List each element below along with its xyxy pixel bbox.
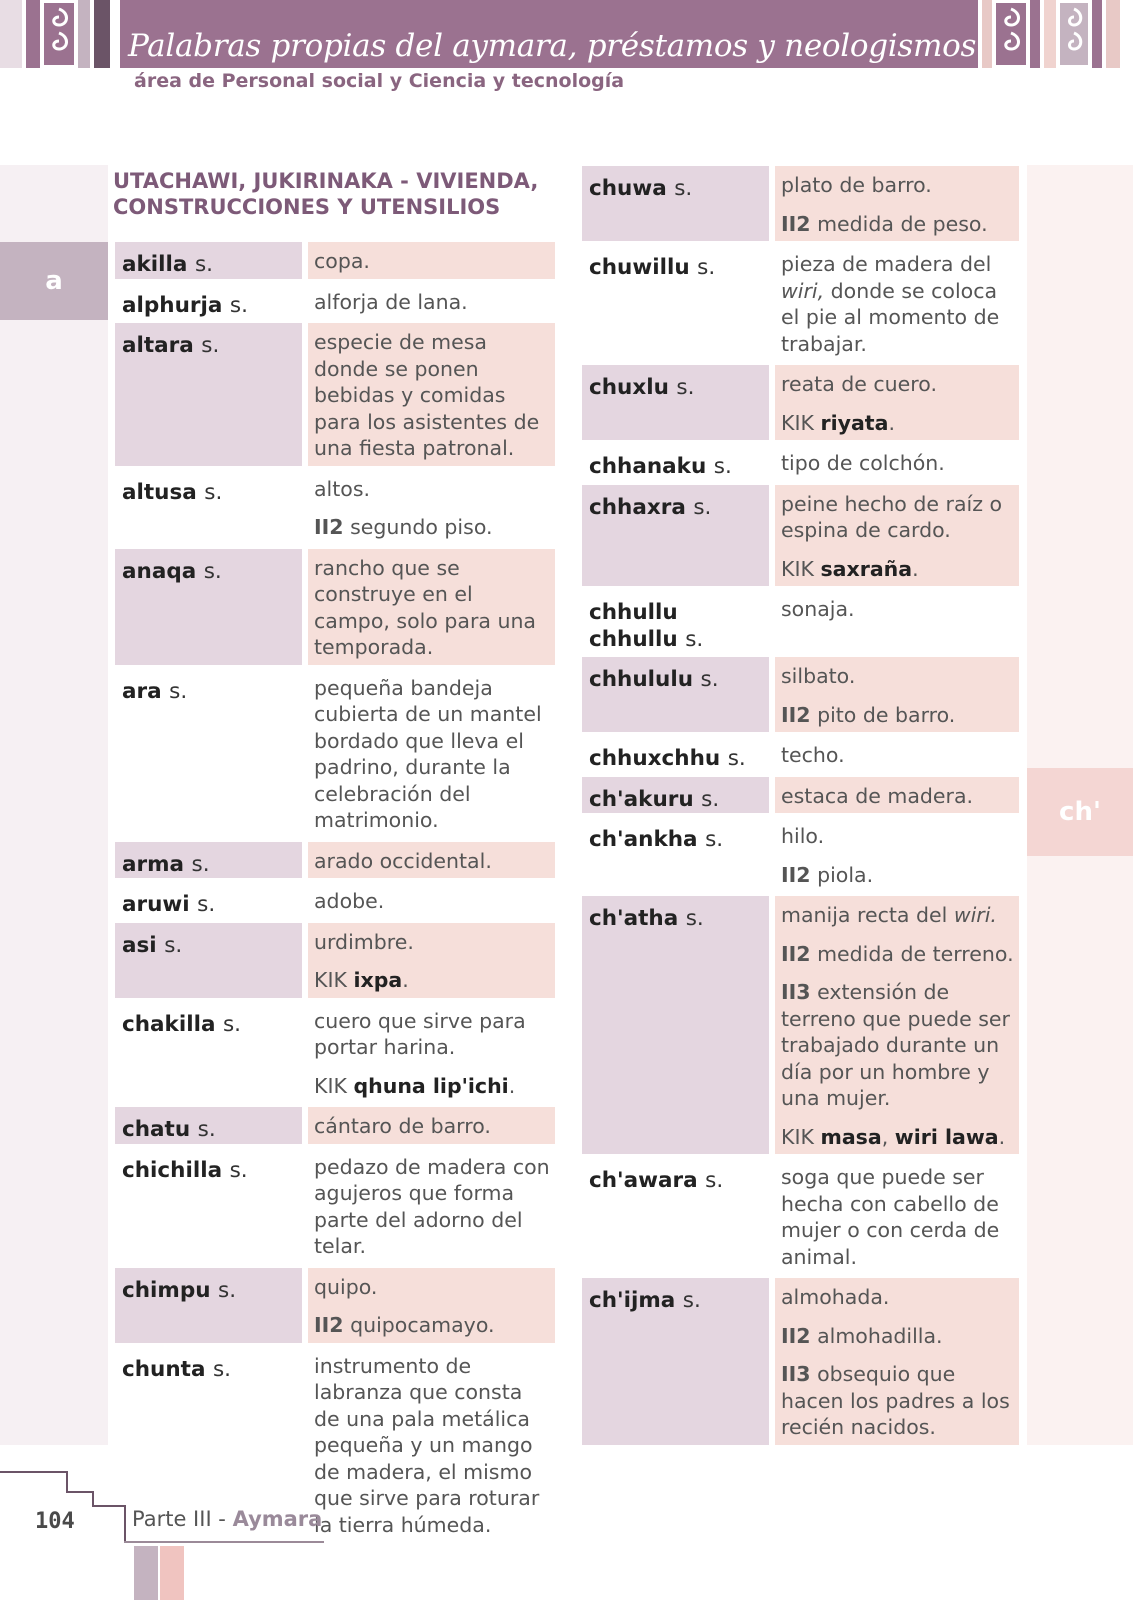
definition-text: urdimbre. <box>314 929 414 954</box>
definition-text: almohadilla. <box>817 1323 943 1348</box>
entry-definitions <box>308 882 555 919</box>
entry-pos: s. <box>164 932 183 958</box>
header-stripe-right-5 <box>1106 0 1120 68</box>
entry-definitions <box>308 923 555 998</box>
definition-text: pieza de madera del <box>781 252 992 276</box>
entry-term <box>582 1278 769 1445</box>
sense-number: II3 <box>781 980 811 1004</box>
entry-pos: s. <box>194 252 213 277</box>
entry-definition <box>314 329 550 462</box>
footer-step-line-1 <box>0 1471 68 1473</box>
dictionary-column-left <box>115 242 555 1546</box>
footer-language: Aymara <box>232 1507 323 1531</box>
entry-pos: s. <box>682 1288 701 1313</box>
entry-definition <box>314 1113 550 1140</box>
sense-number: II2 <box>781 211 811 236</box>
italic-term: wiri, <box>781 278 825 303</box>
entry-definition <box>781 742 1014 769</box>
entry-term <box>582 365 769 440</box>
entry-term <box>582 777 769 814</box>
definition-text-continued: donde se coloca el pie al momento de trabajar. <box>781 278 1000 356</box>
entry-definitions <box>308 669 555 838</box>
dictionary-entry <box>115 549 555 665</box>
section-title: UTACHAWI, JUKIRINAKA - VIVIENDA, CONSTRUCCIONES Y UTENSILIOS <box>113 169 539 219</box>
definition-text: techo. <box>781 743 845 767</box>
entry-term <box>115 882 302 919</box>
entry-term <box>582 245 769 361</box>
entry-word: ch'ankha <box>589 827 698 852</box>
entry-definition <box>314 555 550 661</box>
entry-definitions <box>775 365 1019 440</box>
entry-definition <box>781 783 1014 810</box>
entry-definitions <box>775 166 1019 241</box>
left-margin-panel <box>0 165 108 1445</box>
entry-definition <box>781 491 1014 544</box>
entry-definition <box>781 823 1014 850</box>
definition-text: cántaro de barro. <box>314 1114 491 1138</box>
entry-definitions <box>775 1278 1019 1445</box>
entry-pos: s. <box>229 1157 248 1183</box>
footer-part-label <box>132 1507 322 1531</box>
entry-term <box>582 657 769 732</box>
definition-text: cuero que sirve para portar harina. <box>314 1008 526 1059</box>
dictionary-entry <box>582 657 1019 732</box>
definition-text: estaca de madera. <box>781 783 974 808</box>
entry-word: asi <box>122 932 157 958</box>
definition-text: alforja de lana. <box>314 289 468 314</box>
entry-definitions <box>308 323 555 466</box>
entry-definitions <box>775 657 1019 732</box>
entry-definitions <box>308 549 555 665</box>
dictionary-entry <box>115 669 555 838</box>
footer-part: Parte III - <box>132 1507 233 1531</box>
entry-definition <box>781 1164 1014 1270</box>
definition-text: quipocamayo. <box>350 1313 495 1337</box>
entry-term <box>582 736 769 773</box>
entry-definition <box>781 1323 1014 1350</box>
entry-pos: s. <box>229 292 248 318</box>
sense-number: II2 <box>314 1313 344 1337</box>
entry-pos: s. <box>222 1011 242 1037</box>
entry-definition <box>314 476 550 503</box>
entry-definition <box>781 211 1014 238</box>
dictionary-entry <box>582 1158 1019 1274</box>
dictionary-entry <box>582 166 1019 241</box>
kik-marker: KIK <box>781 410 814 435</box>
entry-pos: s. <box>218 1277 237 1303</box>
entry-definitions <box>308 1268 555 1343</box>
entry-term <box>582 896 769 1154</box>
definition-text: soga que puede ser hecha con cabello de mujer o con cerda de animal. <box>781 1165 1000 1269</box>
entry-term <box>582 444 769 481</box>
entry-word: chuxlu <box>589 375 669 400</box>
punctuation: . <box>402 968 409 992</box>
entry-definitions <box>775 245 1019 361</box>
entry-pos: s. <box>674 176 693 201</box>
dictionary-entry <box>582 1278 1019 1445</box>
entry-definitions <box>775 444 1019 481</box>
dictionary-entry <box>115 1107 555 1144</box>
definition-text: peine hecho de raíz o espina de cardo. <box>781 491 1003 542</box>
entry-pos: s. <box>201 333 220 358</box>
entry-term <box>115 1107 302 1144</box>
equivalent-word: ixpa <box>353 968 403 992</box>
swirl-ornament-right-2-icon <box>1060 3 1088 65</box>
footer-step-line-6 <box>124 1505 126 1543</box>
entry-pos: s. <box>676 375 695 400</box>
entry-definition <box>314 514 550 541</box>
entry-definitions <box>308 1347 555 1543</box>
definition-text: hilo. <box>781 824 825 848</box>
dictionary-entry <box>115 882 555 919</box>
entry-word: chhaxra <box>589 494 686 520</box>
footer-block-2 <box>160 1546 184 1600</box>
entry-word: chunta <box>122 1356 206 1382</box>
entry-word: altusa <box>122 479 197 505</box>
entry-pos: s. <box>204 479 223 505</box>
entry-word: chichilla <box>122 1157 223 1183</box>
entry-definitions <box>775 590 1019 653</box>
entry-term <box>115 549 302 665</box>
header-stripe-left-4 <box>94 0 110 68</box>
entry-definitions <box>775 896 1019 1154</box>
entry-definition <box>314 929 550 956</box>
dictionary-entry <box>582 777 1019 814</box>
entry-term <box>582 1158 769 1274</box>
entry-pos: s. <box>701 786 720 812</box>
sense-number: II2 <box>781 1323 811 1348</box>
entry-pos: s. <box>713 454 732 479</box>
entry-definitions <box>308 283 555 320</box>
entry-pos: s. <box>685 906 704 931</box>
page-number: 104 <box>35 1509 75 1534</box>
equivalent-word-2: wiri lawa <box>894 1124 999 1149</box>
entry-word: ch'awara <box>589 1168 698 1193</box>
entry-term <box>115 283 302 320</box>
kik-marker: KIK <box>781 1124 814 1149</box>
entry-word: altara <box>122 333 194 358</box>
entry-definitions <box>308 1107 555 1144</box>
entry-word: ch'akuru <box>589 786 694 812</box>
sense-number: II3 <box>781 1362 811 1386</box>
entry-definitions <box>775 1158 1019 1274</box>
definition-text: plato de barro. <box>781 173 932 197</box>
entry-definition <box>314 1008 550 1061</box>
entry-definition <box>781 410 1014 437</box>
definition-text: pequeña bandeja cubierta de un mantel bordado que lleva el padrino, durante la celebración del matrimonio. <box>314 675 542 832</box>
entry-pos: s. <box>693 494 712 520</box>
entry-term <box>115 1268 302 1343</box>
definition-text: manija recta del <box>781 903 948 927</box>
entry-word: akilla <box>122 252 188 277</box>
punctuation: . <box>998 1124 1006 1149</box>
entry-definition <box>781 941 1014 968</box>
dictionary-entry <box>115 323 555 466</box>
dictionary-column-right <box>582 166 1019 1449</box>
swirl-ornament-right-icon <box>996 3 1026 65</box>
dictionary-entry <box>582 485 1019 587</box>
definition-text: tipo de colchón. <box>781 451 945 475</box>
entry-definition <box>314 1073 550 1100</box>
definition-text: medida de peso. <box>817 211 988 236</box>
entry-word: arma <box>122 851 185 877</box>
definition-text: altos. <box>314 476 371 501</box>
dictionary-entry <box>582 365 1019 440</box>
entry-word: chuwillu <box>589 255 690 280</box>
dictionary-entry <box>115 1268 555 1343</box>
entry-definition <box>781 596 1014 623</box>
footer-block-1 <box>134 1546 158 1600</box>
entry-pos: s. <box>169 678 188 704</box>
entry-definitions <box>775 817 1019 892</box>
equivalent-word: saxraña <box>820 556 913 581</box>
entry-definition <box>781 902 1014 929</box>
entry-pos: s. <box>685 627 704 652</box>
dictionary-entry <box>115 1002 555 1104</box>
entry-word: ara <box>122 678 162 704</box>
entry-definition <box>781 1124 1014 1151</box>
entry-term <box>115 242 302 279</box>
entry-pos: s. <box>700 667 719 692</box>
definition-text: instrumento de labranza que consta de una pala metálica pequeña y un mango de madera, el mismo que sirve para roturar la tierra húmeda. <box>314 1353 540 1537</box>
footer-step-line-7 <box>124 1541 324 1543</box>
entry-term <box>582 590 769 653</box>
dictionary-entry <box>115 1148 555 1264</box>
kik-marker: KIK <box>314 968 347 992</box>
dictionary-entry <box>582 736 1019 773</box>
entry-definitions <box>308 1148 555 1264</box>
entry-pos: s. <box>705 827 724 852</box>
entry-definition <box>781 702 1014 729</box>
header-stripe-right-3 <box>1044 0 1056 68</box>
definition-text: piola. <box>817 862 874 887</box>
entry-definition <box>781 172 1014 199</box>
entry-definition <box>314 1274 550 1301</box>
entry-definition <box>781 371 1014 398</box>
footer-step-line-2 <box>66 1471 68 1493</box>
entry-term <box>115 669 302 838</box>
separator: , <box>881 1124 895 1149</box>
entry-word: ch'atha <box>589 906 679 931</box>
entry-word: chhuxchhu <box>589 746 721 771</box>
sense-number: II2 <box>781 862 811 887</box>
entry-word: chhanaku <box>589 454 707 479</box>
entry-term <box>115 842 302 879</box>
entry-definition <box>781 251 1014 357</box>
dictionary-entry <box>115 470 555 545</box>
page-title: Palabras propias del aymara, préstamos y neologismos <box>128 28 977 64</box>
equivalent-word: masa <box>820 1124 882 1149</box>
definition-text: reata de cuero. <box>781 372 937 396</box>
dictionary-entry <box>115 242 555 279</box>
definition-text: segundo piso. <box>350 515 493 539</box>
entry-term <box>582 817 769 892</box>
entry-definition <box>314 967 550 994</box>
sense-number: II2 <box>781 702 811 727</box>
entry-definition <box>314 248 550 275</box>
dictionary-entry <box>582 444 1019 481</box>
entry-definitions <box>308 470 555 545</box>
kik-marker: KIK <box>314 1073 347 1098</box>
definition-text: arado occidental. <box>314 848 492 873</box>
entry-pos: s. <box>705 1168 724 1193</box>
definition-text: rancho que se construye en el campo, solo para una temporada. <box>314 555 536 659</box>
dictionary-entry <box>582 817 1019 892</box>
equivalent-word: riyata <box>820 410 889 435</box>
header-stripe-right-2 <box>1030 0 1040 68</box>
entry-pos: s. <box>197 892 216 917</box>
letter-tab-a: a <box>0 242 108 320</box>
entry-term <box>582 166 769 241</box>
header-stripe-left-3 <box>78 0 90 68</box>
header-stripe-right-4 <box>1092 0 1102 68</box>
entry-definition <box>781 1361 1014 1441</box>
header-stripe-left-1 <box>0 0 22 68</box>
definition-text: adobe. <box>314 889 385 913</box>
definition-text: obsequio que hacen los padres a los recién nacidos. <box>781 1362 1010 1439</box>
header-stripe-left-2 <box>26 0 40 68</box>
entry-definition <box>781 663 1014 690</box>
definition-text: pito de barro. <box>817 702 956 727</box>
dictionary-entry <box>582 590 1019 653</box>
entry-definitions <box>308 1002 555 1104</box>
entry-definition <box>314 1353 550 1539</box>
entry-pos: s. <box>203 558 222 584</box>
entry-definitions <box>308 842 555 879</box>
entry-definitions <box>308 242 555 279</box>
swirl-ornament-icon <box>44 3 74 65</box>
punctuation: . <box>912 556 919 581</box>
entry-term <box>115 1002 302 1104</box>
entry-word: chakilla <box>122 1011 216 1037</box>
entry-pos: s. <box>212 1356 231 1382</box>
entry-definition <box>314 675 550 834</box>
definition-text: extensión de terreno que puede ser trabajado durante un día por un hombre y una mujer. <box>781 980 1010 1110</box>
entry-pos: s. <box>191 851 210 877</box>
dictionary-entry <box>582 245 1019 361</box>
entry-term <box>115 1148 302 1264</box>
entry-pos: s. <box>697 255 716 280</box>
entry-term <box>582 485 769 587</box>
entry-word: chuwa <box>589 176 667 201</box>
definition-text: especie de mesa donde se ponen bebidas y comidas para los asistentes de una fiesta patronal. <box>314 330 540 460</box>
entry-definitions <box>775 485 1019 587</box>
entry-definitions <box>775 736 1019 773</box>
footer-step-line-5 <box>92 1505 126 1507</box>
dictionary-entry <box>115 923 555 998</box>
entry-word: ch'ijma <box>589 1288 676 1313</box>
entry-definition <box>781 1284 1014 1311</box>
entry-definition <box>781 450 1014 477</box>
footer-step-line-3 <box>66 1491 94 1493</box>
entry-pos: s. <box>727 746 746 771</box>
entry-word: chimpu <box>122 1277 211 1303</box>
punctuation: . <box>508 1073 516 1098</box>
entry-definition <box>781 556 1014 583</box>
entry-definition <box>314 848 550 875</box>
definition-text: quipo. <box>314 1274 378 1299</box>
punctuation: . <box>888 410 895 435</box>
entry-term <box>115 323 302 466</box>
definition-text: copa. <box>314 249 370 273</box>
entry-word: chatu <box>122 1117 191 1142</box>
sense-number: II2 <box>781 941 811 966</box>
dictionary-entry <box>115 283 555 320</box>
header-stripe-right-1 <box>982 0 992 68</box>
entry-word: chhululu <box>589 667 694 692</box>
italic-term: wiri. <box>953 903 997 927</box>
entry-definition <box>314 1154 550 1260</box>
definition-text: pedazo de madera con agujeros que forma parte del adorno del telar. <box>314 1154 550 1258</box>
entry-word: anaqa <box>122 558 197 584</box>
entry-definitions <box>775 777 1019 814</box>
entry-word: chhullu chhullu <box>589 600 678 652</box>
entry-definition <box>314 888 550 915</box>
entry-definition <box>314 289 550 316</box>
letter-tab-ch: ch' <box>1027 768 1133 856</box>
entry-pos: s. <box>197 1117 216 1142</box>
entry-definition <box>781 862 1014 889</box>
definition-text: almohada. <box>781 1285 890 1309</box>
sense-number: II2 <box>314 515 344 539</box>
entry-word: aruwi <box>122 892 190 917</box>
dictionary-entry <box>582 896 1019 1154</box>
entry-definition <box>314 1312 550 1339</box>
definition-text: silbato. <box>781 664 856 688</box>
definition-text: medida de terreno. <box>817 941 1014 966</box>
kik-marker: KIK <box>781 556 814 581</box>
equivalent-word: qhuna lip'ichi <box>353 1073 509 1098</box>
page-subtitle: área de Personal social y Ciencia y tecnología <box>134 70 625 92</box>
definition-text: sonaja. <box>781 597 855 621</box>
entry-term <box>115 923 302 998</box>
entry-word: alphurja <box>122 292 223 318</box>
entry-definition <box>781 979 1014 1112</box>
dictionary-entry <box>115 842 555 879</box>
entry-term <box>115 470 302 545</box>
